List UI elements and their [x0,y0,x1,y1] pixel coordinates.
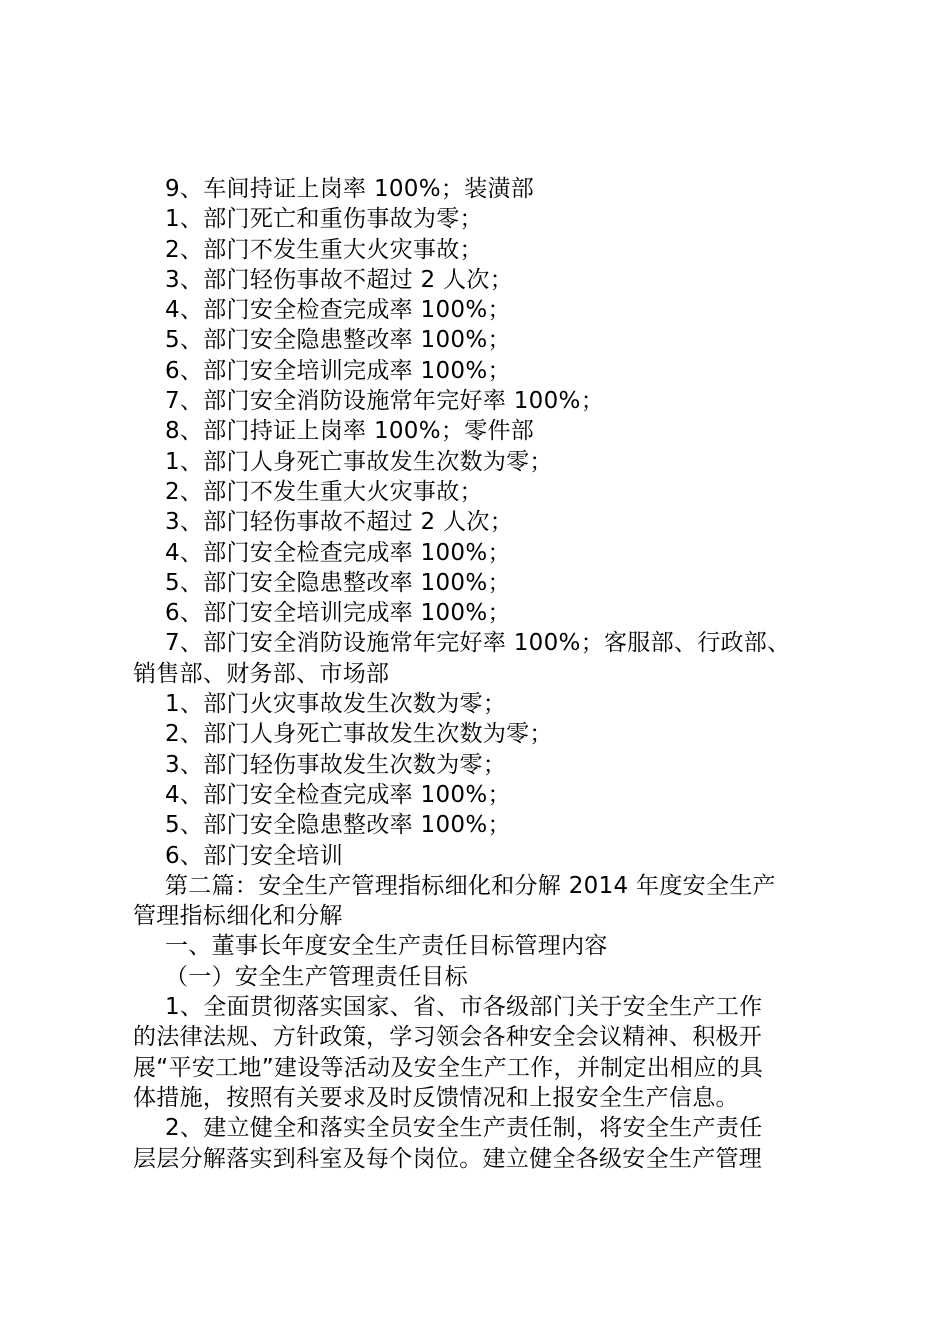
text-line: 体措施，按照有关要求及时反馈情况和上报安全生产信息。 [133,1084,739,1111]
text-line: 4、部门安全检查完成率 100%； [165,297,511,324]
text-line: 6、部门安全培训 [165,842,344,869]
text-line: 9、车间持证上岗率 100%；装潢部 [165,176,535,202]
text-line: 一、董事长年度安全生产责任目标管理内容 [165,933,608,960]
text-line: 第二篇：安全生产管理指标细化和分解 2014 年度安全生产 [165,872,776,899]
text-line: 8、部门持证上岗率 100%；零件部 [165,418,535,445]
text-line: 6、部门安全培训完成率 100%； [165,357,511,384]
text-line: 销售部、财务部、市场部 [133,660,390,687]
text-line: 展“平安工地”建设等活动及安全生产工作，并制定出相应的具 [133,1054,764,1081]
text-line: 管理指标细化和分解 [133,903,343,930]
text-line: 3、部门轻伤事故不超过 2 人次； [165,266,513,293]
text-line: 7、部门安全消防设施常年完好率 100%；客服部、行政部、 [165,630,791,657]
text-line: 2、部门不发生重大火灾事故； [165,478,483,505]
text-line: 4、部门安全检查完成率 100%； [165,781,511,808]
text-line: 5、部门安全隐患整改率 100%； [165,812,511,839]
document-body [133,174,833,1174]
text-line: 层层分解落实到科室及每个岗位。建立健全各级安全生产管理 [133,1145,763,1172]
text-line: 5、部门安全隐患整改率 100%； [165,569,511,596]
text-line: 7、部门安全消防设施常年完好率 100%； [165,388,604,415]
text-line: 2、部门不发生重大火灾事故； [165,236,483,263]
text-line: 1、全面贯彻落实国家、省、市各级部门关于安全生产工作 [165,994,763,1021]
text-line: 3、部门轻伤事故发生次数为零； [165,751,507,778]
text-line: 5、部门安全隐患整改率 100%； [165,327,511,354]
text-line: （一）安全生产管理责任目标 [165,963,468,990]
text-line: 4、部门安全检查完成率 100%； [165,539,511,566]
text-line: 2、部门人身死亡事故发生次数为零； [165,721,553,748]
text-line: 6、部门安全培训完成率 100%； [165,600,511,627]
text-line: 1、部门火灾事故发生次数为零； [165,691,507,718]
text-line: 3、部门轻伤事故不超过 2 人次； [165,509,513,536]
text-line: 的法律法规、方针政策，学习领会各种安全会议精神、积极开 [133,1024,763,1051]
text-line: 1、部门人身死亡事故发生次数为零； [165,448,553,475]
text-line: 2、建立健全和落实全员安全生产责任制，将安全生产责任 [165,1115,763,1142]
text-line: 1、部门死亡和重伤事故为零； [165,206,483,233]
